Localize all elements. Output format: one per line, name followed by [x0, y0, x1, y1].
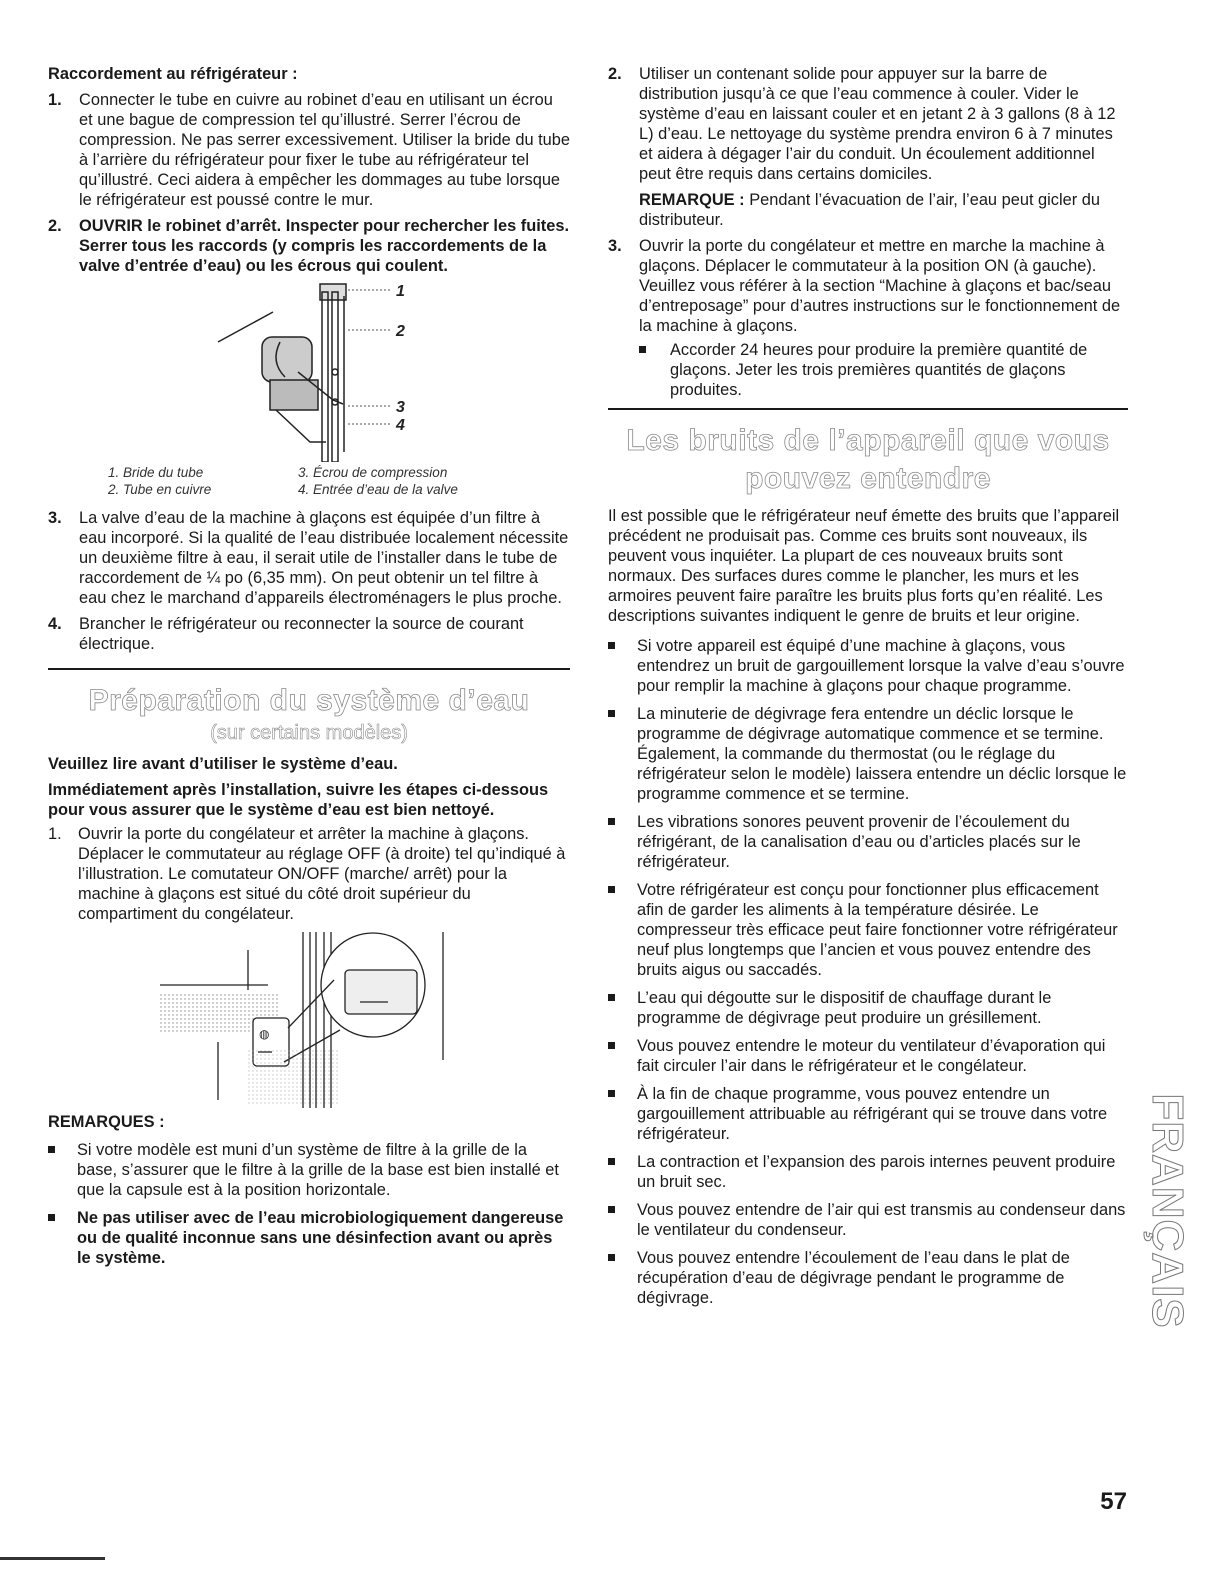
step3-bullets [639, 340, 1128, 400]
note-text: Pendant l’évacuation de l’air, l’eau peut gicler du distributeur. [639, 191, 1101, 229]
step-text: La valve d’eau de la machine à glaçons est équipée d’un filtre à eau incorporé. Si la qualité de l’eau distribuée localement nécessite un deuxième filtre à eau, il serait utile de l’installer dans le tube de raccordement de ¼ po (6,35 mm). On peut obtenir un tel filtre à eau chez le marchand d’appareils électroménagers le plus proche. [79, 509, 569, 607]
section-divider [48, 668, 570, 670]
noise-item: La minuterie de dégivrage fera entendre un déclic lorsque le programme de dégivrage automatique commence et se termine. Également, la commande du thermostat (ou le réglage du réfrigérateur selon le modèle) laissera entendre un déclic lorsque le programme commence et se termine. [608, 704, 1128, 804]
caption-3: 3. Écrou de compression [298, 465, 448, 480]
noise-item: Vous pouvez entendre l’écoulement de l’eau dans le plat de récupération d’eau de dégivrage pendant le programme de dégivrage. [608, 1248, 1128, 1308]
noise-item: Vous pouvez entendre le moteur du ventilateur d’évaporation qui fait circuler l’air dans le réfrigérateur et le congélateur. [608, 1036, 1128, 1076]
callout-2: 2 [396, 323, 405, 340]
prep-steps-continued [608, 64, 1128, 400]
immediately-notice: Immédiatement après l’installation, suivre les étapes ci-dessous pour vous assurer que le système d’eau est bien nettoyé. [48, 781, 549, 819]
step-number: 2. [48, 217, 62, 235]
noise-item: Les vibrations sonores peuvent provenir de l’écoulement du réfrigérant, de la canalisation d’eau ou d’articles placés sur le réfrigérateur. [608, 812, 1128, 872]
noise-item: À la fin de chaque programme, vous pouvez entendre un gargouillement attribuable au réfrigérant qui se trouve dans votre réfrigérateur. [608, 1084, 1128, 1144]
noise-item: La contraction et l’expansion des parois internes peuvent produire un bruit sec. [608, 1152, 1128, 1192]
noises-intro: Il est possible que le réfrigérateur neuf émette des bruits que l’appareil précédent ne produisait pas. Comme ces bruits sont nouveaux, ils peuvent vous inquiéter. La plupart de ces nouveaux bruits sont normaux. Des surfaces dures comme le plancher, les murs et les armoires peuvent faire paraître les bruits plus forts qu’en réalité. Les descriptions suivantes indiquent le genre de bruits et leur origine. [608, 507, 1120, 625]
prep-step-2 [608, 64, 1128, 230]
step-number: 3. [608, 237, 622, 255]
right-column [608, 64, 1128, 1316]
step-text: Ouvrir la porte du congélateur et arrêter la machine à glaçons. Déplacer le commutateur au réglage OFF (à droite) tel qu’indiqué à l’illustration. Le comutateur ON/OFF (marche/ arrêt) pour la machine à glaçons est situé du côté droit supérieur du compartiment du congélateur. [78, 825, 566, 923]
prep-step-3 [608, 236, 1128, 400]
remark-item: Ne pas utiliser avec de l’eau microbiologiquement dangereuse ou de qualité inconnue sans une désinfection avant ou après le système. [48, 1208, 570, 1268]
noise-item: Si votre appareil est équipé d’une machine à glaçons, vous entendrez un bruit de gargouillement lorsque la valve d’eau s’ouvre pour remplir la machine à glaçons pour chaque programme. [608, 636, 1128, 696]
step3-bullet: Accorder 24 heures pour produire la première quantité de glaçons. Jeter les trois premières quantités de glaçons produites. [639, 340, 1128, 400]
noises-list [608, 636, 1128, 1308]
note [639, 190, 1128, 230]
valve-drawing [48, 282, 570, 462]
language-side-tab [1142, 1080, 1192, 1342]
footer-bar [0, 1557, 105, 1560]
section-divider [608, 408, 1128, 410]
valve-illustration [48, 282, 570, 462]
noise-item: Votre réfrigérateur est conçu pour fonctionner plus efficacement afin de garder les aliments à la température désirée. Le compresseur très efficace peut faire fonctionner votre réfrigérateur neuf plus longtemps que l’ancien et vous pouvez entendre des bruits aigus ou saccadés. [608, 880, 1128, 980]
callout-4: 4 [396, 417, 405, 434]
connection-heading: Raccordement au réfrigérateur : [48, 65, 298, 83]
language-side-tab-label: FRANÇAIS [1143, 1093, 1192, 1329]
noise-item: Vous pouvez entendre de l’air qui est transmis au condenseur dans le ventilateur du condenseur. [608, 1200, 1128, 1240]
svg-text:◍: ◍ [259, 1027, 270, 1041]
water-system-title: Préparation du système d’eau [88, 684, 530, 717]
step-text: OUVRIR le robinet d’arrêt. Inspecter pour rechercher les fuites. Serrer tous les raccords (y compris les raccordements de la valve d’entrée d’eau) ou les écrous qui coulent. [79, 217, 570, 275]
step-number: 1. [48, 825, 62, 843]
icemaker-switch-illustration [48, 930, 570, 1108]
step-number: 3. [48, 509, 62, 527]
remark-item: Si votre modèle est muni d’un système de filtre à la grille de la base, s’assurer que le filtre à la grille de la base est bien installé et que la capsule est à la position horizontale. [48, 1140, 570, 1200]
step-number: 1. [48, 91, 62, 109]
noise-item: L’eau qui dégoutte sur le dispositif de chauffage durant le programme de dégivrage peut produire un grésillement. [608, 988, 1128, 1028]
step-number: 4. [48, 615, 62, 633]
icemaker-drawing [48, 930, 570, 1108]
prep-step-1 [48, 824, 570, 924]
step-2 [48, 216, 570, 276]
step-text: Brancher le réfrigérateur ou reconnecter la source de courant électrique. [79, 615, 524, 653]
left-column [48, 64, 570, 1276]
caption-4: 4. Entrée d’eau de la valve [298, 482, 458, 497]
noises-title-line1: Les bruits de l’appareil que vous [626, 424, 1110, 457]
note-label: REMARQUE : [639, 191, 745, 209]
figure-captions [48, 464, 570, 498]
page-number: 57 [1100, 1488, 1127, 1515]
caption-2: 2. Tube en cuivre [108, 482, 212, 497]
read-first-notice: Veuillez lire avant d’utiliser le système d’eau. [48, 755, 398, 773]
callout-1: 1 [396, 283, 405, 300]
remarks-list [48, 1140, 570, 1268]
remarks-label: REMARQUES : [48, 1113, 165, 1131]
step-text: Utiliser un contenant solide pour appuyer sur la barre de distribution jusqu’à ce que l’eau commence à couler. Vider le système d’eau en laissant couler et en jetant 2 à 3 gallons (8 à 12 L) d’eau. Le nettoyage du système prendra environ 6 à 7 minutes et aidera à dégager l’air du conduit. Un écoulement additionnel peut être requis dans certains domiciles. [639, 65, 1116, 183]
noises-title-line2: pouvez entendre [745, 462, 991, 495]
callout-3: 3 [396, 399, 405, 416]
connection-steps [48, 90, 570, 276]
water-system-subtitle: (sur certains modèles) [210, 722, 408, 744]
step-text: Ouvrir la porte du congélateur et mettre en marche la machine à glaçons. Déplacer le commutateur à la position ON (à gauche). Veuillez vous référer à la section “Machine à glaçons et bac/seau d’entreposage” pour d’autres instructions sur le fonctionnement de la machine à glaçons. [639, 237, 1121, 335]
step-4 [48, 614, 570, 654]
step-number: 2. [608, 65, 622, 83]
step-1 [48, 90, 570, 210]
step-3 [48, 508, 570, 608]
prep-steps [48, 824, 570, 924]
connection-steps-continued [48, 508, 570, 654]
step-text: Connecter le tube en cuivre au robinet d’eau en utilisant un écrou et une bague de compression tel qu’illustré. Serrer l’écrou de compression. Ne pas serrer excessivement. Utiliser la bride du tube à l’arrière du réfrigérateur pour fixer le tube au réfrigérateur tel qu’illustré. Ceci aidera à empêcher les dommages au tube lorsque le réfrigérateur est poussé contre le mur. [79, 91, 571, 209]
caption-1: 1. Bride du tube [108, 465, 204, 480]
